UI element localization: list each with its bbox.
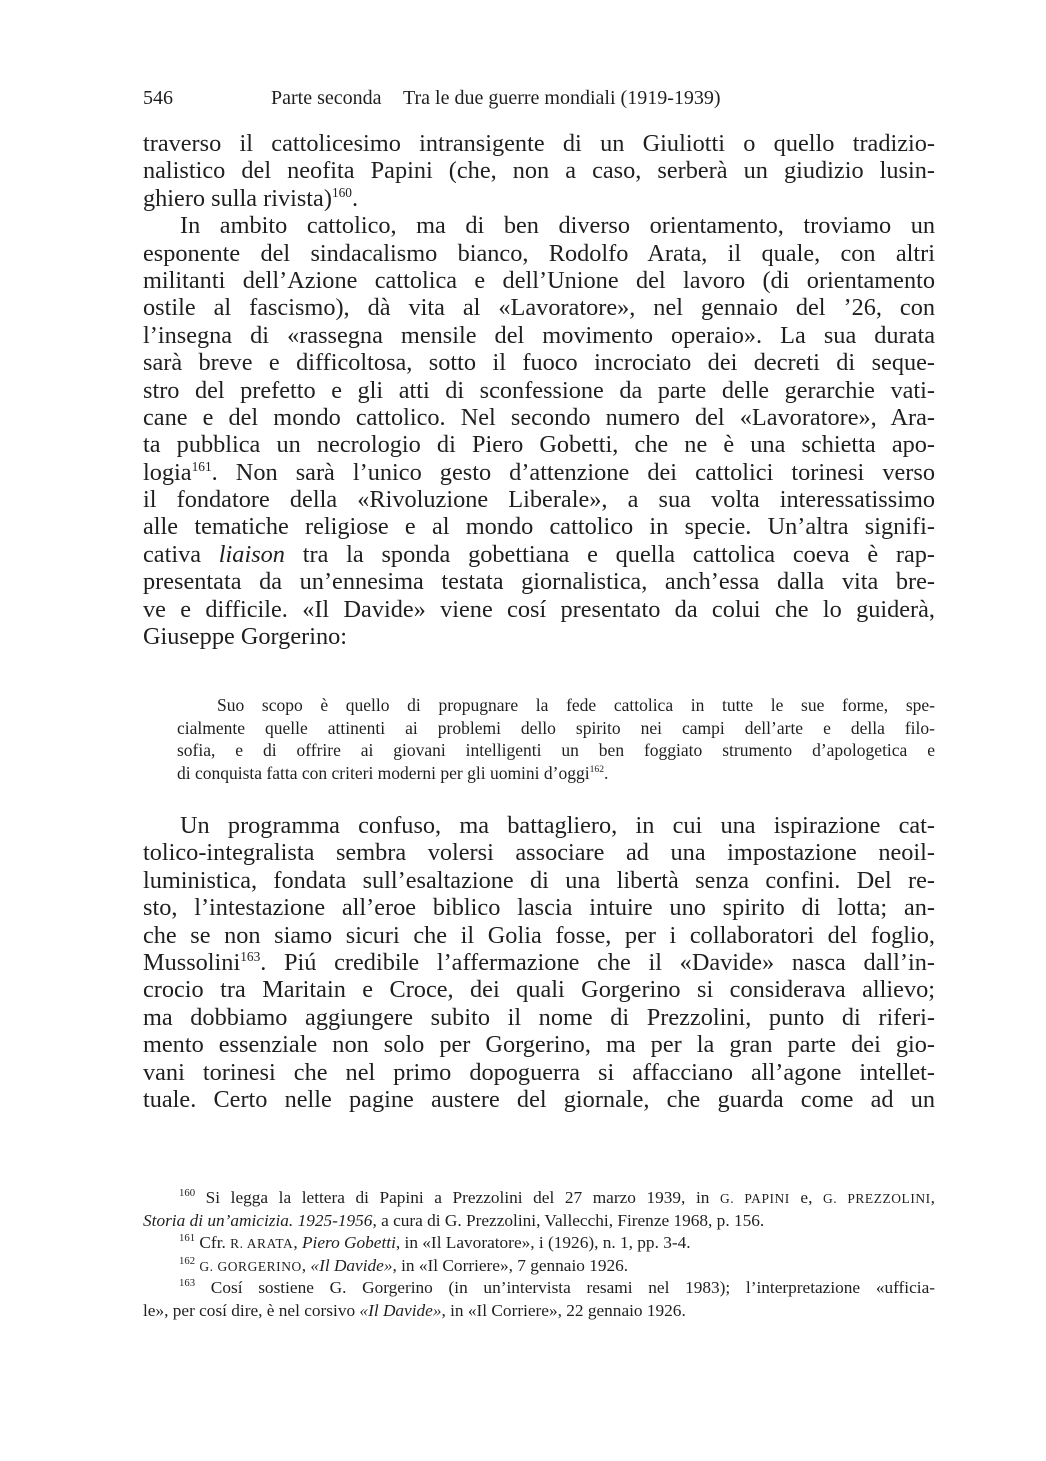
footnote-160-cont: Storia di un’amicizia. 1925-1956, a cura di G. Prezzolini, Vallecchi, Firenze 1968, p. 156. — [143, 1210, 765, 1230]
text-line: ostile al fascismo), dà vita al «Lavoratore», nel gennaio del ’26, con — [143, 294, 935, 322]
text-line: tuale. Certo nelle pagine austere del giornale, che guarda come ad un — [143, 1085, 935, 1113]
text-line: cativa liaison tra la sponda gobettiana e quella cattolica coeva è rap- — [143, 540, 935, 568]
article-title: «Il Davide» — [359, 1300, 442, 1320]
text-line: Giuseppe Gorgerino: — [143, 623, 348, 651]
chapter-title: Tra le due guerre mondiali (1919-1939) — [403, 87, 721, 109]
text-line: il fondatore della «Rivoluzione Liberale», a sua volta interessatissimo — [143, 486, 935, 514]
text-line: cane e del mondo cattolico. Nel secondo numero del «Lavoratore», Ara- — [143, 403, 935, 431]
body-text-bottom — [143, 812, 935, 1113]
running-head — [143, 84, 943, 112]
text-line: presentata da un’ennesima testata giornalistica, anch’essa dalla vita bre- — [143, 568, 935, 596]
text-line: mento essenziale non solo per Gorgerino, ma per la gran parte dei gio- — [143, 1031, 935, 1059]
footnote-ref-162: 162 — [589, 763, 605, 775]
body-text-top — [143, 130, 935, 650]
footnote-162: $^{162}$ G. GORGERINO, «Il Davide», in «Il Corriere», 7 gennaio 1926. — [179, 1255, 629, 1275]
footnote-number: 160 — [179, 1187, 196, 1200]
text-line: stro del prefetto e gli atti di sconfessione da parte delle gerarchie vati- — [143, 376, 935, 404]
quote-line: di conquista fatta con criteri moderni per gli uomini d’oggi$^{162}$. — [177, 762, 609, 783]
footnote-163: $^{163}$ Cosí sostiene G. Gorgerino (in un’intervista resami nel 1983); l’interpretazione «ufficia- — [179, 1277, 935, 1298]
text-line: ta pubblica un necrologio di Piero Gobetti, che ne è una schietta apo- — [143, 431, 935, 459]
footnote-163-cont: le», per cosí dire, è nel corsivo «Il Davide», in «Il Corriere», 22 gennaio 1926. — [143, 1300, 686, 1320]
footnote-number: 162 — [179, 1255, 196, 1268]
footnote-160: $^{160}$ Si legga la lettera di Papini a Prezzolini del 27 marzo 1939, in G. PAPINI e, G. PREZZOLINI, — [179, 1187, 935, 1207]
text-line: alle tematiche religiose e al mondo cattolico in specie. Un’altra signifi- — [143, 513, 935, 541]
text-line: tolico-integralista sembra volersi associare ad una impostazione neoil- — [143, 839, 935, 867]
footnote-ref-161: 161 — [191, 458, 212, 474]
text-line: In ambito cattolico, ma di ben diverso orientamento, troviamo un — [180, 212, 935, 240]
text-line: vani torinesi che nel primo dopoguerra si affacciano all’agone intellet- — [143, 1058, 935, 1086]
text-line: sto, l’intestazione all’eroe biblico lascia intuire uno spirito di lotta; an- — [143, 894, 935, 922]
text-line: crocio tra Maritain e Croce, dei quali Gorgerino si considerava allievo; — [143, 976, 935, 1004]
footnote-number: 161 — [179, 1232, 196, 1245]
text-line: Un programma confuso, ma battagliero, in cui una ispirazione cat- — [180, 812, 935, 839]
footnote-ref-163: 163 — [240, 948, 261, 964]
block-quote — [177, 694, 935, 784]
page-number: 546 — [143, 87, 173, 109]
part-title: Parte seconda — [271, 87, 382, 109]
text-line: sarà breve e difficoltosa, sotto il fuoco incrociato dei decreti di seque- — [143, 349, 935, 377]
quote-line: sofia, e di offrire ai giovani intelligenti un ben foggiato strumento d’apologetica e — [177, 740, 935, 761]
author-name: G. PAPINI — [720, 1191, 790, 1206]
quote-line: cialmente quelle attinenti ai problemi dello spirito nei campi dell’arte e della filo- — [177, 717, 935, 738]
author-name: G. PREZZOLINI — [823, 1191, 931, 1206]
text-line: traverso il cattolicesimo intransigente di un Giuliotti o quello tradizio- — [143, 130, 935, 157]
article-title: Piero Gobetti — [301, 1233, 396, 1253]
text-line: luministica, fondata sull’esaltazione di una libertà senza confini. Del re- — [143, 866, 935, 894]
article-title: «Il Davide» — [310, 1255, 393, 1275]
text-line: nalistico del neofita Papini (che, non a caso, serberà un giudizio lusin- — [143, 157, 935, 185]
footnote-161: $^{161}$ Cfr. R. ARATA, Piero Gobetti, in «Il Lavoratore», i (1926), n. 1, pp. 3-4. — [179, 1232, 691, 1253]
text-line: l’insegna di «rassegna mensile del movimento operaio». La sua durata — [143, 321, 935, 349]
author-name: R. ARATA — [230, 1236, 294, 1252]
book-title: Storia di un’amicizia. 1925-1956 — [143, 1210, 373, 1230]
italic-term: liaison — [218, 540, 285, 568]
text-line: esponente del sindacalismo bianco, Rodolfo Arata, il quale, con altri — [143, 239, 935, 267]
text-line: logia$^{161}$. Non sarà l’unico gesto d’attenzione dei cattolici torinesi verso — [143, 458, 935, 486]
text-line: ve e difficile. «Il Davide» viene cosí presentato da colui che lo guiderà, — [143, 595, 935, 623]
footnote-ref-160: 160 — [331, 184, 352, 200]
footnotes — [143, 1187, 935, 1323]
quote-line: Suo scopo è quello di propugnare la fede cattolica in tutte le sue forme, spe- — [217, 695, 935, 715]
text-line: che se non siamo sicuri che il Golia fosse, per i collaboratori del foglio, — [143, 921, 935, 949]
text-line: ma dobbiamo aggiungere subito il nome di Prezzolini, punto di riferi- — [143, 1003, 935, 1031]
author-name: G. GORGERINO — [199, 1258, 302, 1274]
text-line: militanti dell’Azione cattolica e dell’Unione del lavoro (di orientamento — [143, 266, 935, 294]
footnote-number: 163 — [179, 1277, 196, 1290]
text-line: ghiero sulla rivista)$^{160}$. — [143, 184, 359, 212]
text-line: Mussolini$^{163}$. Piú credibile l’affermazione che il «Davide» nasca dall’in- — [143, 948, 935, 976]
